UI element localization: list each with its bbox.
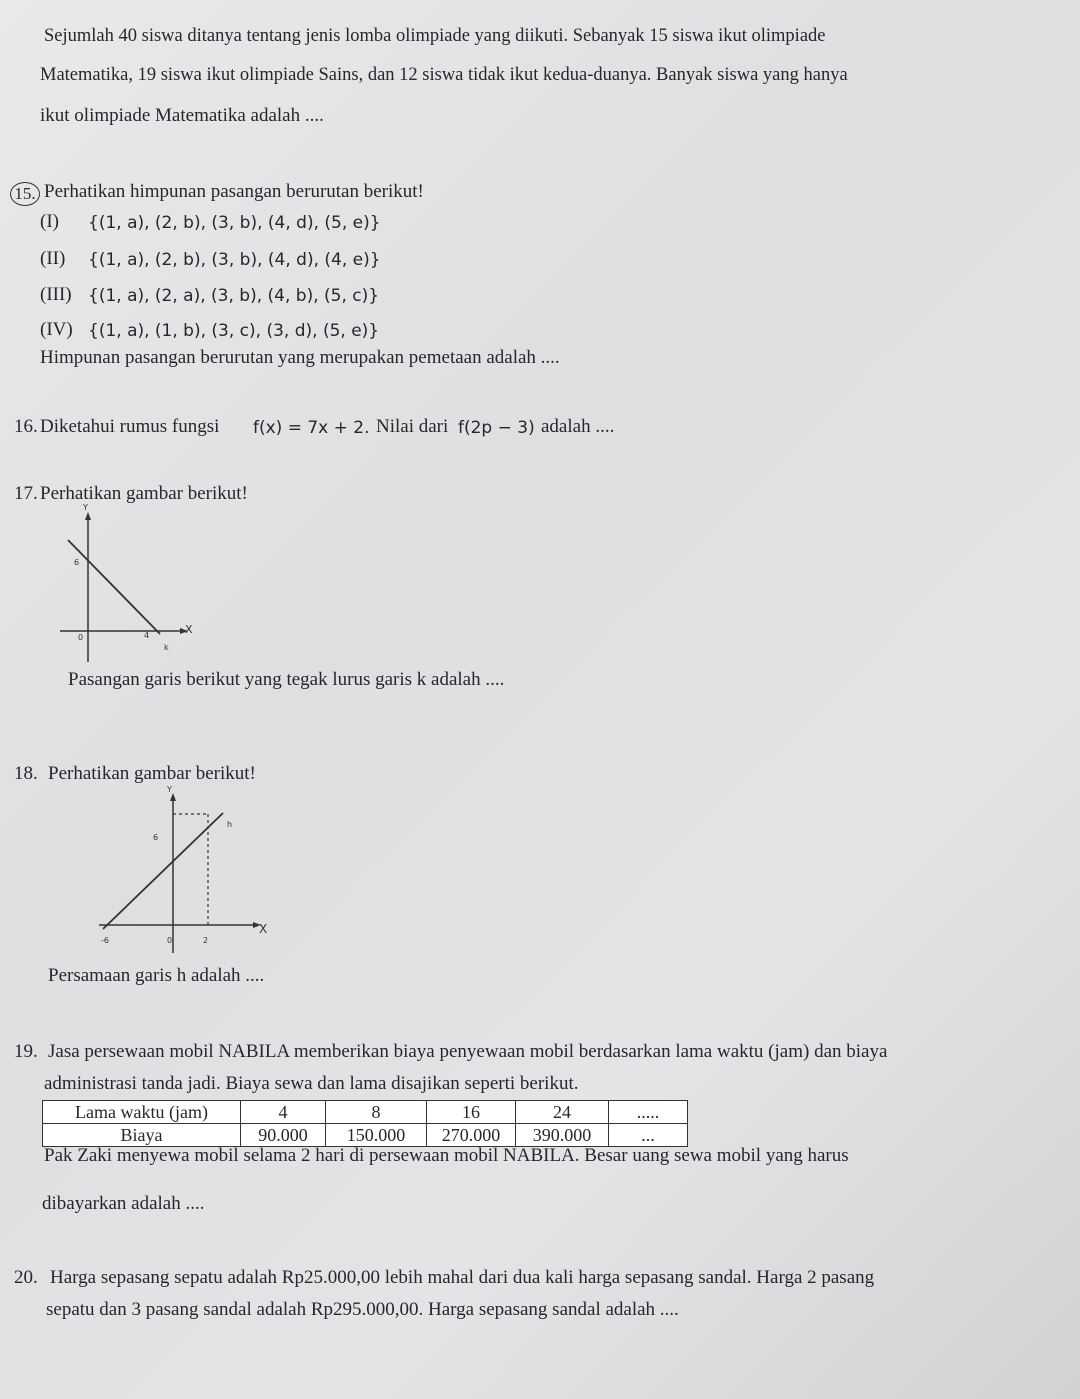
q15-item-3-set: {(1, a), (2, a), (3, b), (4, b), (5, c)} (88, 286, 380, 306)
q16-formula: f(x) = 7x + 2. (253, 418, 370, 438)
q15-question: Himpunan pasangan berurutan yang merupakan pemetaan adalah .... (40, 347, 560, 368)
q18-number: 18. (14, 763, 38, 784)
table-cell: 8 (326, 1101, 427, 1124)
table-cell: 390.000 (516, 1124, 609, 1147)
q17-x-intercept-label: 4 (144, 631, 150, 640)
q18-line-h-label: h (227, 820, 233, 829)
q15-item-1-set: {(1, a), (2, b), (3, b), (4, d), (5, e)} (88, 213, 381, 233)
q16-expression: f(2p − 3) (458, 418, 535, 438)
q17-line-k-label: k (164, 643, 169, 652)
table-cell: ... (609, 1124, 688, 1147)
q18-y-axis-label: Y (167, 785, 172, 794)
q18-x-pos-label: 2 (203, 936, 209, 945)
q17-line-k (68, 540, 160, 634)
q17-x-axis-label: X (185, 623, 193, 636)
rental-table (42, 1100, 688, 1147)
q15-item-3-label: (III) (40, 284, 72, 305)
q18-graph (95, 785, 280, 955)
q19-line2: administrasi tanda jadi. Biaya sewa dan lama disajikan seperti berikut. (44, 1073, 579, 1094)
q17-graph (60, 500, 210, 665)
table-row (43, 1101, 688, 1124)
q16-text-a: Diketahui rumus fungsi (40, 416, 220, 437)
q18-line-h (103, 813, 223, 929)
q17-y-arrow (85, 512, 91, 520)
q17-y-axis-label: Y (83, 503, 88, 512)
q17-number: 17. (14, 483, 38, 504)
q15-intro: Perhatikan himpunan pasangan berurutan berikut! (44, 181, 424, 202)
q17-intro: Perhatikan gambar berikut! (40, 483, 248, 504)
q15-item-1-label: (I) (40, 211, 59, 232)
table-header-duration: Lama waktu (jam) (43, 1101, 241, 1124)
q15-item-2-label: (II) (40, 248, 66, 269)
q16-text-c: adalah .... (541, 416, 615, 437)
table-cell: ..... (609, 1101, 688, 1124)
q17-y-intercept-label: 6 (74, 558, 80, 567)
q18-y-value-label: 6 (153, 833, 159, 842)
q20-line1: Harga sepasang sepatu adalah Rp25.000,00 lebih mahal dari dua kali harga sepasang sandal. Harga 2 pasang (50, 1267, 875, 1288)
q18-origin-label: 0 (167, 936, 173, 945)
q15-number-circled: 15. (10, 182, 40, 206)
q16-text-b: Nilai dari (376, 416, 449, 437)
q20-number: 20. (14, 1267, 38, 1288)
q19-line4: dibayarkan adalah .... (42, 1193, 205, 1214)
q19-number: 19. (14, 1041, 38, 1062)
q14-line3: ikut olimpiade Matematika adalah .... (40, 105, 324, 126)
q15-item-4-label: (IV) (40, 319, 73, 340)
table-cell: 90.000 (241, 1124, 326, 1147)
q20-line2: sepatu dan 3 pasang sandal adalah Rp295.000,00. Harga sepasang sandal adalah .... (46, 1299, 679, 1320)
table-cell: 16 (427, 1101, 516, 1124)
table-header-cost: Biaya (43, 1124, 241, 1147)
table-cell: 270.000 (427, 1124, 516, 1147)
table-cell: 24 (516, 1101, 609, 1124)
q16-number: 16. (14, 416, 38, 437)
table-cell: 150.000 (326, 1124, 427, 1147)
q18-intro: Perhatikan gambar berikut! (48, 763, 256, 784)
q19-line1: Jasa persewaan mobil NABILA memberikan biaya penyewaan mobil berdasarkan lama waktu (jam) dan biaya (48, 1041, 888, 1062)
q14-line1: Sejumlah 40 siswa ditanya tentang jenis lomba olimpiade yang diikuti. Sebanyak 15 siswa ikut olimpiade (44, 26, 826, 46)
q18-y-arrow (170, 793, 176, 801)
q18-x-axis-label: X (259, 922, 268, 936)
q14-line2: Matematika, 19 siswa ikut olimpiade Sains, dan 12 siswa tidak ikut kedua-duanya. Banyak siswa yang hanya (40, 65, 848, 85)
table-cell: 4 (241, 1101, 326, 1124)
q17-question: Pasangan garis berikut yang tegak lurus garis k adalah .... (68, 669, 505, 690)
q15-item-4-set: {(1, a), (1, b), (3, c), (3, d), (5, e)} (88, 321, 380, 341)
q19-line3: Pak Zaki menyewa mobil selama 2 hari di persewaan mobil NABILA. Besar uang sewa mobil yang harus (44, 1145, 849, 1166)
q15-item-2-set: {(1, a), (2, b), (3, b), (4, d), (4, e)} (88, 250, 381, 270)
q18-x-neg-label: -6 (101, 936, 109, 945)
q18-question: Persamaan garis h adalah .... (48, 965, 265, 986)
q17-origin-label: 0 (78, 633, 84, 642)
